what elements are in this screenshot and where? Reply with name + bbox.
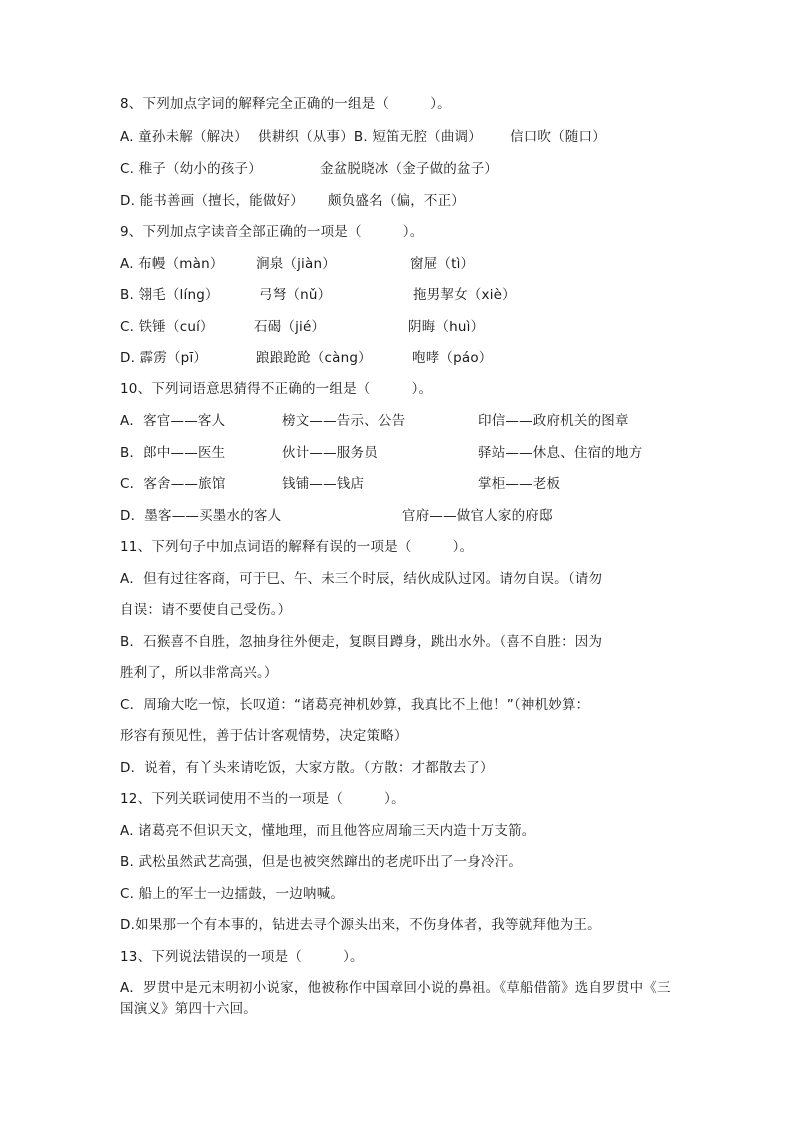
q10-option-d: D．墨客——买墨水的客人	[120, 508, 282, 524]
q8-option-c: C. 稚子（幼小的孩子）	[120, 161, 262, 177]
q10-option-b-2: 伙计——服务员	[282, 445, 378, 461]
q10-stem: 10、下列词语意思猜得不正确的一组是（ ）。	[120, 381, 433, 397]
q10-option-c-2: 钱铺——钱店	[282, 476, 365, 492]
q8-option-a-b: 供耕织（从事）B. 短笛无腔（曲调）	[258, 129, 482, 145]
q10-option-b: B．郎中——医生	[120, 445, 226, 461]
q9-option-c-3: 阴晦（huì）	[408, 319, 485, 335]
q9-option-c-2: 石碣（jié）	[254, 319, 326, 335]
q11-option-a-line2: 自误：请不要使自己受伤。）	[120, 602, 292, 618]
q11-option-c-line2: 形容有预见性，善于估计客观情势，决定策略）	[120, 728, 408, 744]
q9-option-a: A. 布幔（màn）	[120, 256, 224, 272]
q12-stem: 12、下列关联词使用不当的一项是（ ）。	[120, 791, 405, 807]
q9-option-a-2: 涧泉（jiàn）	[256, 256, 336, 272]
q9-option-d-2: 踉踉跄跄（càng）	[256, 350, 372, 366]
q8-option-a: A. 童孙未解（解决）	[120, 129, 248, 145]
q8-option-d: D. 能书善画（擅长，能做好）	[120, 193, 304, 209]
q11-option-a-line1: A．但有过往客商，可于巳、午、未三个时辰，结伙成队过冈。请勿自误。（请勿	[120, 571, 603, 587]
q11-option-b-line2: 胜利了，所以非常高兴。）	[120, 665, 278, 681]
q9-option-b-3: 拖男挈女（xiè）	[413, 287, 516, 303]
q11-option-b-line1: B．石猴喜不自胜，忽抽身往外便走，复瞑目蹲身，跳出水外。（喜不自胜：因为	[120, 634, 603, 650]
q9-option-d: D. 霹雳（pī）	[120, 350, 208, 366]
q11-option-d: D．说着，有丫头来请吃饭，大家方散。（方散：才都散去了）	[120, 760, 494, 776]
q10-option-a: A．客官——客人	[120, 413, 226, 429]
q9-option-b-2: 弓弩（nǔ）	[259, 287, 332, 303]
q11-stem: 11、下列句子中加点词语的解释有误的一项是（ ）。	[120, 539, 474, 555]
q10-option-c-3: 掌柜——老板	[478, 476, 561, 492]
q10-option-d-2: 官府——做官人家的府邸	[402, 508, 553, 524]
q8-option-b-part2: 信口吹（随口）	[510, 129, 606, 145]
q9-option-a-3: 窗屉（tì）	[410, 256, 475, 272]
q13-option-a-line1: A．罗贯中是元末明初小说家，他被称作中国章回小说的鼻祖。《草船借箭》选自罗贯中《三	[120, 980, 671, 996]
q8-option-d-part2: 颇负盛名（偏，不正）	[328, 193, 465, 209]
q12-option-b: B. 武松虽然武艺高强，但是也被突然蹿出的老虎吓出了一身冷汗。	[120, 854, 523, 870]
q10-option-a-2: 榜文——告示、公告	[282, 413, 406, 429]
q9-option-b: B. 翎毛（líng）	[120, 287, 219, 303]
q8-stem: 8、下列加点字词的解释完全正确的一组是（ ）。	[120, 96, 451, 112]
q12-option-c: C. 船上的军士一边擂鼓，一边呐喊。	[120, 886, 345, 902]
q13-option-a-line2: 国演义》第四十六回。	[120, 1001, 257, 1017]
q10-option-c: C．客舍——旅馆	[120, 476, 226, 492]
q9-option-d-3: 咆哮（páo）	[412, 350, 493, 366]
q11-option-c-line1: C．周瑜大吃一惊，长叹道：“诸葛亮神机妙算，我真比不上他！”（神机妙算：	[120, 697, 590, 713]
q10-option-b-3: 驿站——休息、住宿的地方	[478, 445, 643, 461]
q12-option-d: D.如果那一个有本事的，钻进去寻个源头出来，不伤身体者，我等就拜他为王。	[120, 917, 601, 933]
q9-option-c: C. 铁锤（cuí）	[120, 319, 214, 335]
q9-stem: 9、下列加点字读音全部正确的一项是（ ）。	[120, 224, 424, 240]
q13-stem: 13、下列说法错误的一项是（ ）。	[120, 949, 364, 965]
q8-option-c-part2: 金盆脱晓冰（金子做的盆子）	[320, 161, 499, 177]
q10-option-a-3: 印信——政府机关的图章	[478, 413, 629, 429]
q12-option-a: A. 诸葛亮不但识天文，懂地理，而且他答应周瑜三天内造十万支箭。	[120, 823, 536, 839]
